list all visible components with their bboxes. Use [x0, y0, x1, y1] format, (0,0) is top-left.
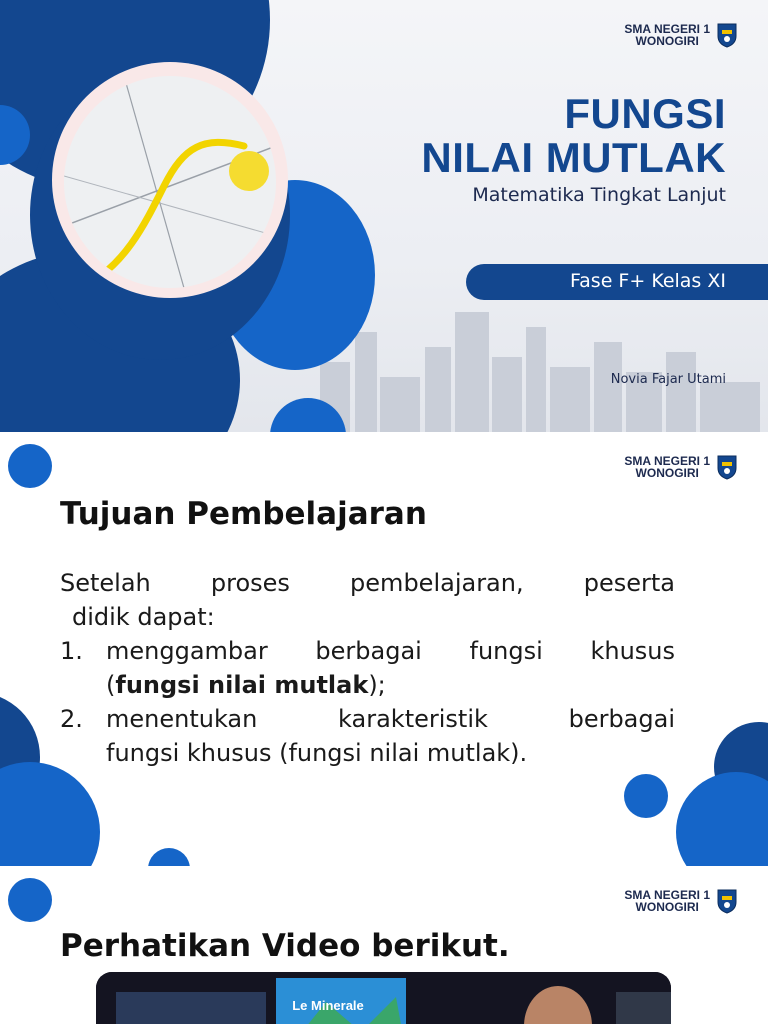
school-name-line1: SMA NEGERI 1	[624, 454, 710, 468]
list-item	[60, 634, 675, 668]
author-name: Novia Fajar Utami	[610, 372, 726, 387]
school-name-line2: WONOGIRI	[635, 900, 699, 914]
decor-circle	[0, 762, 100, 866]
title-line1: FUNGSI	[564, 90, 726, 137]
intro-line: Setelah proses pembelajaran, peserta	[60, 569, 675, 597]
video-thumbnail	[96, 972, 671, 1024]
decor-circle	[8, 444, 52, 488]
intro-line: didik dapat:	[72, 603, 215, 631]
paren-open: (	[106, 671, 116, 699]
school-logo	[624, 454, 738, 480]
list-item	[60, 702, 675, 736]
school-name-line2: WONOGIRI	[635, 34, 699, 48]
slide-title	[421, 92, 726, 180]
list-continuation	[60, 668, 675, 702]
title-line2: NILAI MUTLAK	[421, 134, 726, 181]
list-text: menggambar berbagai fungsi khusus	[106, 637, 675, 665]
title-slide	[0, 0, 768, 432]
phase-banner	[466, 264, 768, 300]
list-text: menentukan karakteristik berbagai	[106, 705, 675, 733]
decor-circle	[624, 774, 668, 818]
school-crest-icon	[716, 454, 738, 480]
school-name-line1: SMA NEGERI 1	[624, 22, 710, 36]
bold-term: fungsi nilai mutlak	[115, 671, 369, 699]
school-crest-icon	[716, 22, 738, 48]
list-number: 2.	[60, 705, 83, 733]
decor-circle	[676, 772, 768, 866]
school-logo	[624, 22, 738, 48]
objectives-body	[60, 566, 675, 770]
slide-heading: Tujuan Pembelajaran	[60, 496, 427, 532]
video-slide	[0, 866, 768, 1024]
school-name-line2: WONOGIRI	[635, 466, 699, 480]
list-continuation: fungsi khusus (fungsi nilai mutlak).	[106, 739, 528, 767]
school-crest-icon	[716, 888, 738, 914]
school-logo	[624, 888, 738, 914]
phase-label: Fase F+ Kelas XI	[569, 270, 726, 292]
city-skyline-image	[300, 292, 768, 432]
school-name-line1: SMA NEGERI 1	[624, 888, 710, 902]
slide-heading: Perhatikan Video berikut.	[60, 928, 510, 964]
decor-circle	[8, 878, 52, 922]
learning-objectives-slide	[0, 432, 768, 866]
decor-circle	[148, 848, 190, 866]
slide-subtitle: Matematika Tingkat Lanjut	[472, 184, 726, 206]
video-player[interactable]	[96, 972, 671, 1024]
video-sign-text: Le Minerale	[292, 998, 364, 1013]
list-number: 1.	[60, 637, 83, 665]
paren-close: );	[368, 671, 386, 699]
